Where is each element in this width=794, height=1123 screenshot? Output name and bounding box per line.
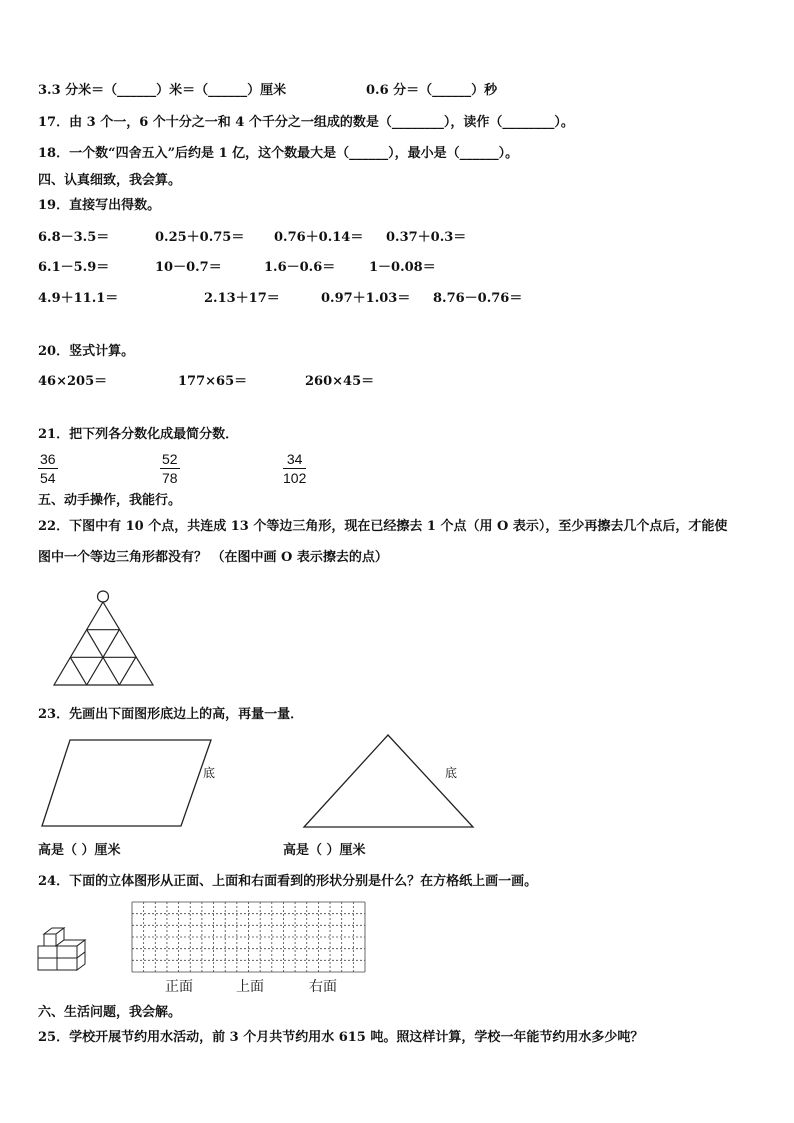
grid-paper[interactable] xyxy=(131,901,366,973)
fraction-1 xyxy=(38,451,58,487)
label-front-view: 正面 xyxy=(165,979,193,995)
fraction-3-denominator: 102 xyxy=(283,470,307,486)
q23-height-answer-a: 高是（ ）厘米 xyxy=(38,843,121,858)
q16-part-b: 0.6 分＝（______）秒 xyxy=(366,83,498,98)
fraction-2-numerator: 52 xyxy=(162,451,178,467)
parallelogram xyxy=(42,740,211,826)
q22-line2: 图中一个等边三角形都没有？ （在图中画 O 表示擦去的点） xyxy=(38,550,388,565)
q20-item: 260×45＝ xyxy=(305,374,375,389)
fraction-3-numerator: 34 xyxy=(283,451,306,469)
grid-line xyxy=(119,657,135,685)
q19-item: 1.6－0.6＝ xyxy=(264,260,336,275)
q19-item: 6.1－5.9＝ xyxy=(38,260,110,275)
label-right-view: 右面 xyxy=(309,979,337,995)
q19-item: 0.25＋0.75＝ xyxy=(155,230,245,245)
q19-item: 0.37＋0.3＝ xyxy=(386,230,467,245)
q22-line1: 22．下图中有 10 个点，共连成 13 个等边三角形，现在已经擦去 1 个点（用 O 表示），至少再擦去几个点后，才能使 xyxy=(38,519,728,534)
fraction-1-denominator: 54 xyxy=(40,470,56,486)
q19-item: 2.13＋17＝ xyxy=(204,291,280,306)
q19-item: 10－0.7＝ xyxy=(155,260,222,275)
q25-text: 25．学校开展节约用水活动，前 3 个月共节约用水 615 吨。照这样计算，学校一年能节约用水多少吨？ xyxy=(38,1030,644,1045)
q20-item: 46×205＝ xyxy=(38,374,108,389)
q19-item: 0.97＋1.03＝ xyxy=(321,291,411,306)
q17-text: 17．由 3 个一，6 个十分之一和 4 个千分之一组成的数是（________），读作（________）。 xyxy=(38,115,574,130)
parallelogram-base-label: 底 xyxy=(203,766,216,780)
q19-item: 1－0.08＝ xyxy=(369,260,436,275)
q23-height-answer-b: 高是（ ）厘米 xyxy=(283,843,366,858)
q24-title: 24．下面的立体图形从正面、上面和右面看到的形状分别是什么？在方格纸上画一画。 xyxy=(38,874,538,889)
triangle-dots-figure xyxy=(50,590,160,685)
triangle-base-label: 底 xyxy=(445,766,458,780)
q19-item: 6.8－3.5＝ xyxy=(38,230,110,245)
q19-item: 0.76＋0.14＝ xyxy=(274,230,364,245)
q19-title: 19．直接写出得数。 xyxy=(38,198,161,213)
q16-part-a: 3.3 分米＝（______）米＝（______）厘米 xyxy=(38,83,287,98)
q21-title: 21．把下列各分数化成最简分数． xyxy=(38,427,239,442)
fraction-1-numerator: 36 xyxy=(40,451,56,467)
section-5-heading: 五、动手操作，我能行。 xyxy=(38,493,182,508)
q19-item: 4.9＋11.1＝ xyxy=(38,291,119,306)
cube-stack-figure xyxy=(36,926,91,971)
q23-title: 23．先画出下面图形底边上的高，再量一量． xyxy=(38,707,304,722)
grid-line xyxy=(70,657,86,685)
cube-front-face xyxy=(44,934,56,946)
label-top-view: 上面 xyxy=(236,979,264,995)
fraction-3 xyxy=(283,451,306,487)
erased-point-circle xyxy=(98,591,109,602)
outer-triangle xyxy=(54,602,153,685)
q18-text: 18．一个数“四舍五入”后约是 1 亿，这个数最大是（______），最小是（______）。 xyxy=(38,146,519,161)
section-4-heading: 四、认真细致，我会算。 xyxy=(38,173,182,188)
fraction-2 xyxy=(160,451,180,487)
fraction-2-denominator: 78 xyxy=(162,470,178,486)
section-6-heading: 六、生活问题，我会解。 xyxy=(38,1005,182,1020)
q20-item: 177×65＝ xyxy=(178,374,248,389)
parallelogram-figure xyxy=(40,738,220,828)
q19-item: 8.76－0.76＝ xyxy=(433,291,523,306)
triangle xyxy=(304,735,473,827)
q20-title: 20．竖式计算。 xyxy=(38,344,135,359)
